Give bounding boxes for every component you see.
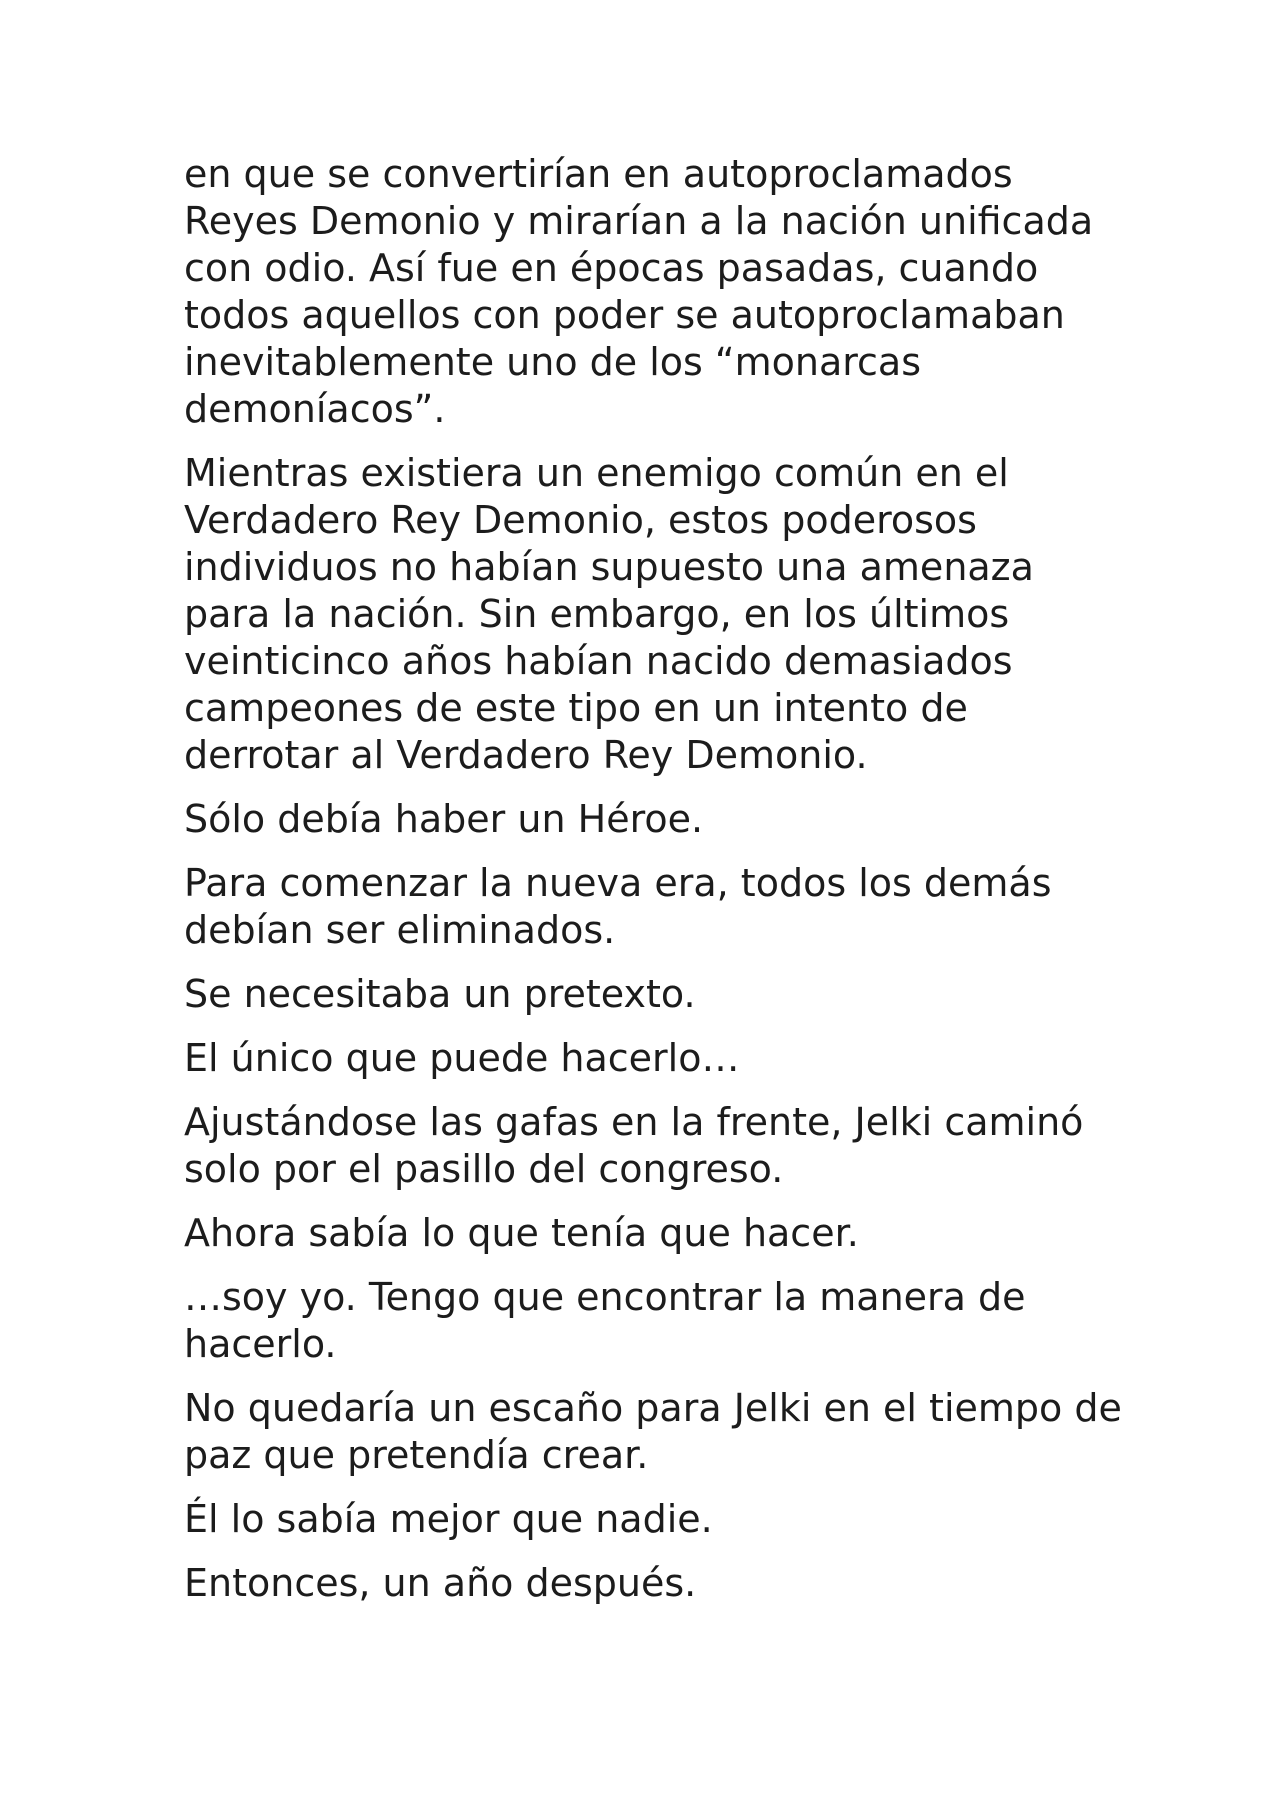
paragraph: Ahora sabía lo que tenía que hacer. (184, 1211, 859, 1255)
paragraph: Para comenzar la nueva era, todos los demás debían ser eliminados. (184, 861, 1052, 952)
paragraph: en que se convertirían en autoproclamados Reyes Demonio y mirarían a la nación unificada con odio. Así fue en épocas pasadas, cuando todos aquellos con poder se autoproclamaban inevitablemente uno de los “monarcas demoníacos”. (184, 152, 1094, 431)
paragraph: …soy yo. Tengo que encontrar la manera de hacerlo. (184, 1275, 1026, 1366)
paragraph: Mientras existiera un enemigo común en el Verdadero Rey Demonio, estos poderosos individuos no habían supuesto una amenaza para la nación. Sin embargo, en los últimos veinticinco años habían nacido demasiados campeones de este tipo en un intento de derrotar al Verdadero Rey Demonio. (184, 451, 1034, 777)
paragraph: Sólo debía haber un Héroe. (184, 797, 704, 841)
paragraph: Ajustándose las gafas en la frente, Jelki caminó solo por el pasillo del congreso. (184, 1100, 1084, 1191)
paragraph: Él lo sabía mejor que nadie. (184, 1497, 713, 1541)
body-text (184, 151, 1124, 1624)
paragraph: El único que puede hacerlo… (184, 1036, 740, 1080)
paragraph: No quedaría un escaño para Jelki en el tiempo de paz que pretendía crear. (184, 1386, 1122, 1477)
paragraph: Se necesitaba un pretexto. (184, 972, 696, 1016)
paragraph: Entonces, un año después. (184, 1561, 697, 1605)
